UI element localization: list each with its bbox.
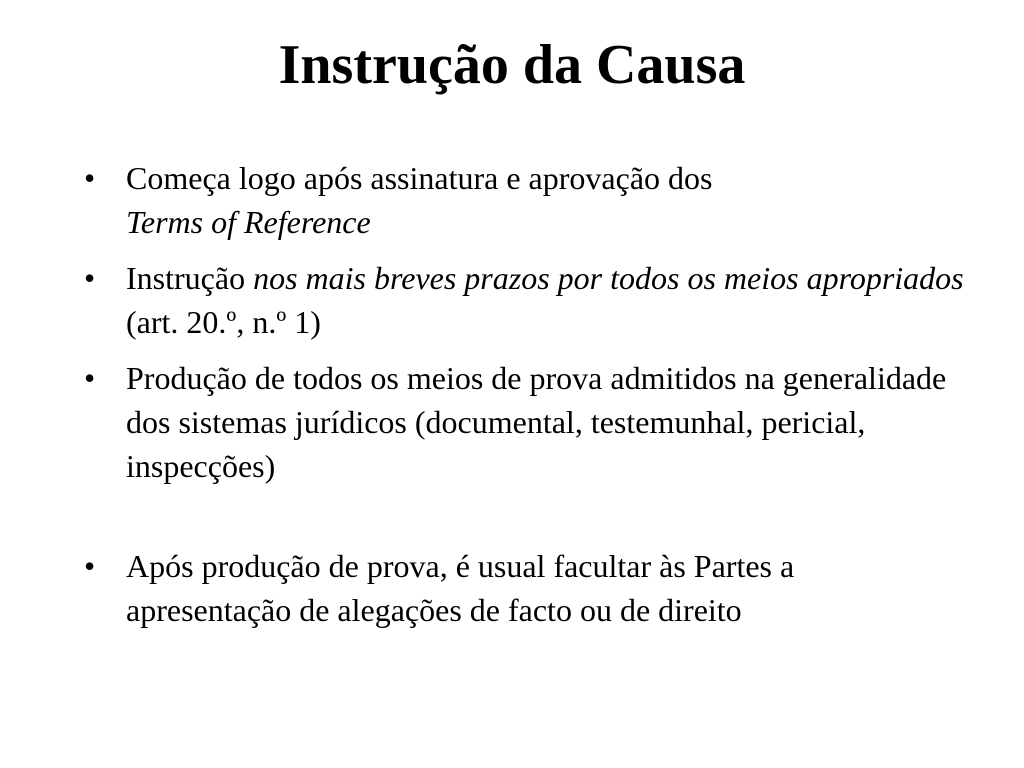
bullet-marker: • — [84, 160, 96, 196]
bullet-1-italic: Terms of Reference — [126, 204, 371, 240]
bullet-list — [84, 156, 964, 644]
bullet-2-italic: nos mais breves prazos por todos os meios apropriados — [253, 260, 964, 296]
bullet-marker: • — [84, 360, 96, 396]
bullet-item-4 — [84, 544, 964, 632]
bullet-1-text: Começa logo após assinatura e aprovação dos — [126, 160, 713, 196]
bullet-3-text: Produção de todos os meios de prova admitidos na generalidade dos sistemas jurídicos (documental, testemunhal, pericial, inspecções) — [126, 360, 947, 484]
slide-title: Instrução da Causa — [278, 34, 746, 96]
bullet-marker: • — [84, 548, 96, 584]
bullet-2-text: Instrução — [126, 260, 254, 296]
bullet-4-text: Após produção de prova, é usual facultar às Partes a apresentação de alegações de facto ou de direito — [126, 548, 795, 628]
bullet-2-reference: (art. 20.º, n.º 1) — [126, 304, 321, 340]
bullet-item-1 — [84, 156, 964, 244]
bullet-marker: • — [84, 260, 96, 296]
bullet-item-2 — [84, 256, 964, 344]
bullet-item-3 — [84, 356, 964, 488]
